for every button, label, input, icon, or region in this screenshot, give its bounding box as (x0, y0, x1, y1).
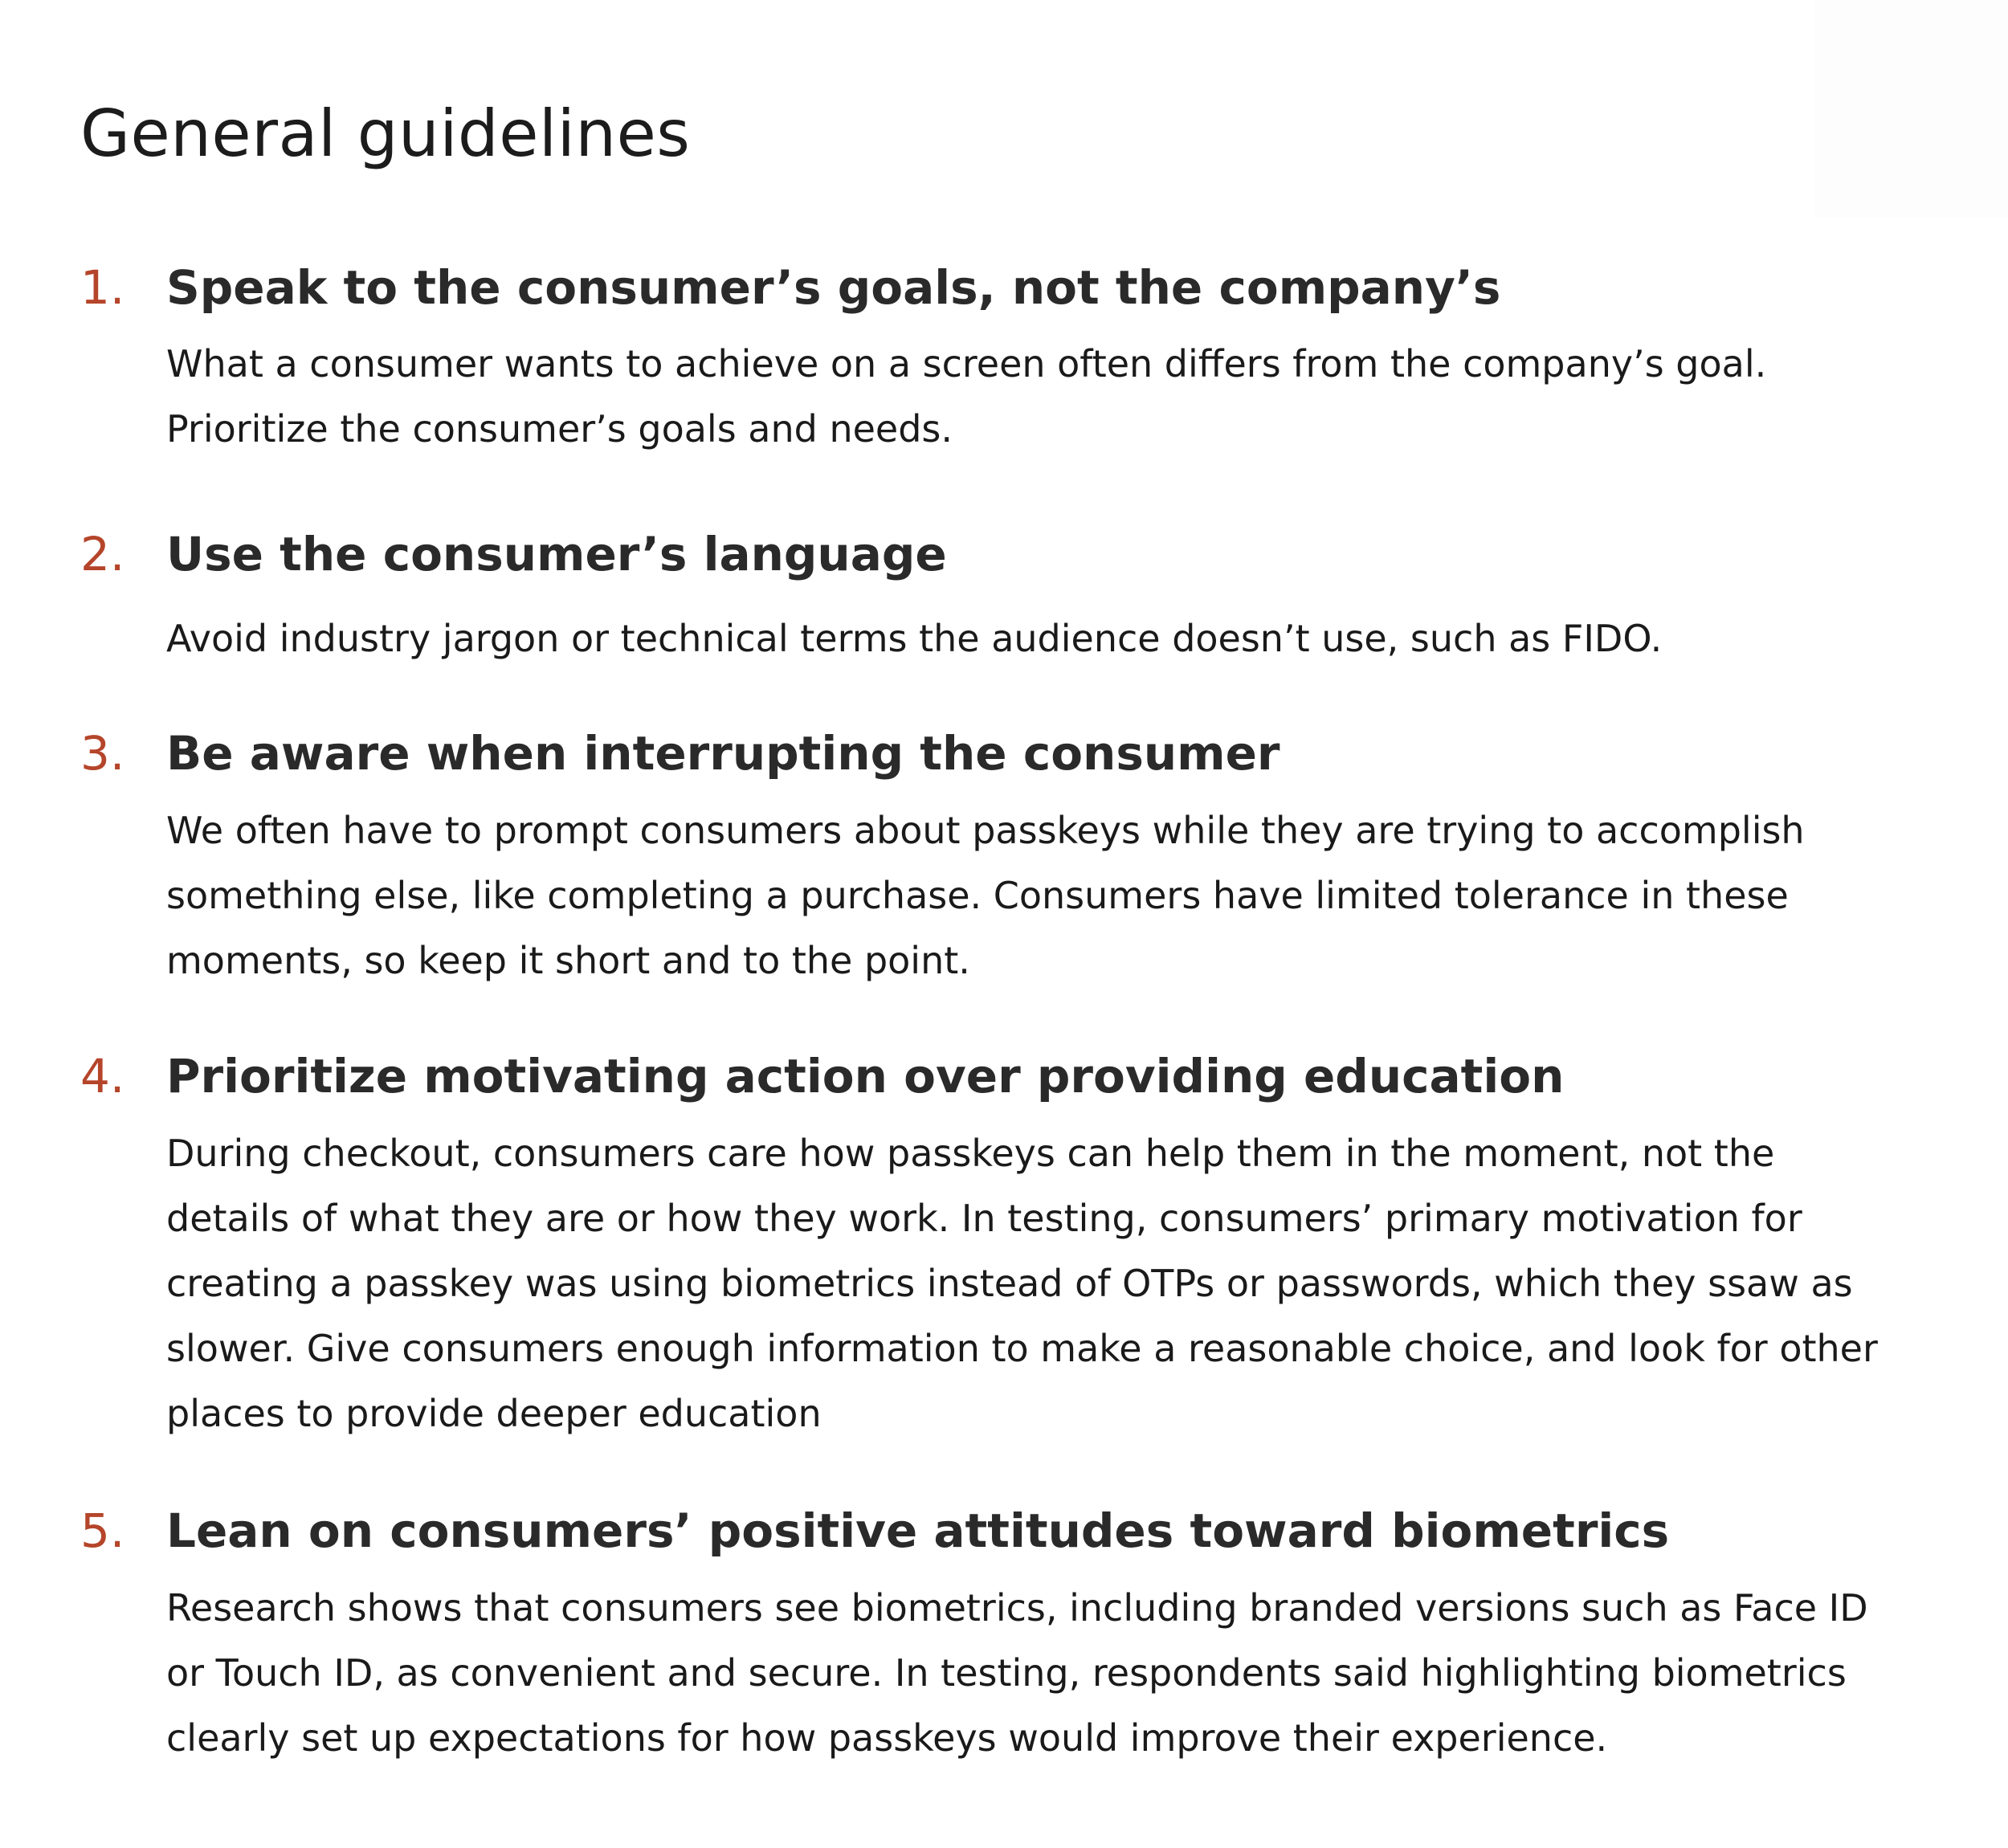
guideline-body-line: clearly set up expectations for how passkeys would improve their experience. (166, 1716, 1608, 1760)
guideline-number: 4. (80, 1049, 125, 1103)
guideline-body-line: During checkout, consumers care how passkeys can help them in the moment, not the (166, 1132, 1775, 1175)
guideline-body-line: slower. Give consumers enough information to make a reasonable choice, and look for other (166, 1327, 1878, 1370)
guideline-heading: Use the consumer’s language (166, 527, 947, 581)
guideline-body (166, 332, 2008, 462)
guideline-heading: Be aware when interrupting the consumer (166, 726, 1280, 781)
scan-corner-patch (1815, 0, 2008, 217)
guideline-body-line: or Touch ID, as convenient and secure. In testing, respondents said highlighting biometrics (166, 1651, 1847, 1695)
guideline-body-line: Avoid industry jargon or technical terms the audience doesn’t use, such as FIDO. (166, 617, 1663, 660)
guideline-number: 2. (80, 527, 125, 581)
page-title: General guidelines (80, 96, 691, 171)
guideline-number: 5. (80, 1503, 125, 1558)
guideline-body-line: We often have to prompt consumers about passkeys while they are trying to accomplish (166, 809, 1805, 852)
guideline-body-line: Research shows that consumers see biometrics, including branded versions such as Face ID (166, 1586, 1868, 1630)
guideline-heading: Speak to the consumer’s goals, not the company’s (166, 260, 1501, 315)
guideline-body (166, 798, 2008, 993)
guideline-body-line: something else, like completing a purchase. Consumers have limited tolerance in these (166, 874, 1789, 917)
guideline-body-line: creating a passkey was using biometrics instead of OTPs or passwords, which they ssaw as (166, 1262, 1853, 1305)
guideline-body-line: Prioritize the consumer’s goals and needs. (166, 407, 953, 451)
guideline-body-line: places to provide deeper education (166, 1392, 822, 1435)
guideline-number: 3. (80, 726, 125, 781)
guideline-body (166, 606, 2008, 671)
guideline-body (166, 1121, 2008, 1446)
guideline-heading: Lean on consumers’ positive attitudes toward biometrics (166, 1503, 1670, 1558)
guideline-number: 1. (80, 260, 125, 315)
guideline-heading: Prioritize motivating action over providing education (166, 1049, 1565, 1103)
guideline-body (166, 1576, 2008, 1771)
guideline-body-line: moments, so keep it short and to the point. (166, 939, 970, 982)
guideline-body-line: What a consumer wants to achieve on a screen often differs from the company’s goal. (166, 342, 1767, 386)
guideline-body-line: details of what they are or how they work. In testing, consumers’ primary motivation for (166, 1197, 1802, 1240)
